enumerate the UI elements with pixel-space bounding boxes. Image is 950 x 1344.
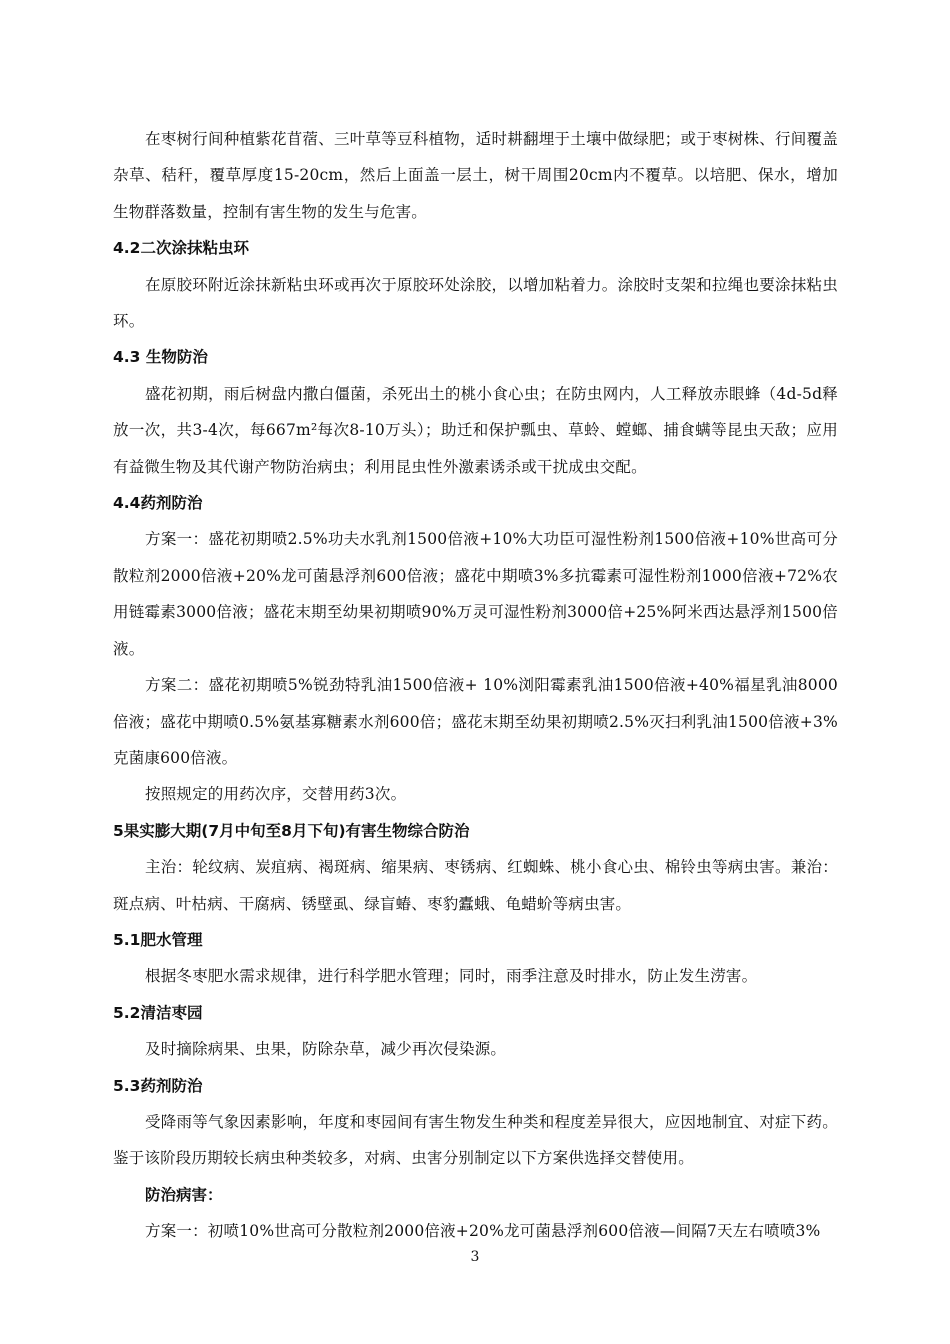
paragraph-green-manure: 在枣树行间种植紫花苜蓿、三叶草等豆科植物，适时耕翻埋于土壤中做绿肥；或于枣树株、行间覆盖杂草、秸秆，覆草厚度15-20cm，然后上面盖一层土，树干周围20cm内不覆草。以培肥、保水，增加生物群落数量，控制有害生物的发生与危害。 [113,130,838,221]
heading-5-1: 5.1肥水管理 [113,930,203,949]
paragraph-sticky-ring: 在原胶环附近涂抹新粘虫环或再次于原胶环处涂胶，以增加粘着力。涂胶时支架和拉绳也要涂抹粘虫环。 [113,275,838,331]
heading-4-2: 4.2二次涂抹粘虫环 [113,239,249,258]
paragraph-weather-factors: 受降雨等气象因素影响，年度和枣园间有害生物发生种类和程度差异很大，应因地制宜、对症下药。鉴于该阶段历期较长病虫种类较多，对病、虫害分别制定以下方案供选择交替使用。 [113,1112,838,1168]
heading-5: 5果实膨大期(7月中旬至8月下旬)有害生物综合防治 [113,821,470,840]
paragraph-clean-orchard: 及时摘除病果、虫果，防除杂草，减少再次侵染源。 [145,1040,507,1059]
heading-5-3: 5.3药剂防治 [113,1076,203,1095]
paragraph-biological-control: 盛花初期，雨后树盘内撒白僵菌，杀死出土的桃小食心虫；在防虫网内，人工释放赤眼蜂（4d-5d释放一次，共3-4次，每667m²每次8-10万头）；助迁和保护瓢虫、草蛉、螳螂、捕食螨等昆虫天敌；应用有益微生物及其代谢产物防治病虫；利用昆虫性外激素诱杀或干扰成虫交配。 [113,384,838,476]
document-body [113,121,838,1250]
paragraph-fertilizer-water: 根据冬枣肥水需求规律，进行科学肥水管理；同时，雨季注意及时排水，防止发生涝害。 [145,967,758,986]
paragraph-plan-two: 方案二：盛花初期喷5%锐劲特乳油1500倍液+ 10%浏阳霉素乳油1500倍液+40%福星乳油8000倍液；盛花中期喷0.5%氨基寡糖素水剂600倍；盛花末期至幼果初期喷2.5%灭扫利乳油1500倍液+3%克菌康600倍液。 [113,676,838,767]
heading-5-2: 5.2清洁枣园 [113,1003,203,1022]
heading-4-4: 4.4药剂防治 [113,494,203,513]
page-number: 3 [470,1249,480,1265]
paragraph-main-targets: 主治：轮纹病、炭疽病、褐斑病、缩果病、枣锈病、红蜘蛛、桃小食心虫、棉铃虫等病虫害。兼治：斑点病、叶枯病、干腐病、锈壁虱、绿盲蝽、枣豹蠹蛾、龟蜡蚧等病虫害。 [113,858,838,913]
subheading-disease-control: 防治病害： [145,1185,223,1204]
heading-4-3: 4.3 生物防治 [113,348,208,367]
paragraph-disease-plan-one: 方案一：初喷10%世高可分散粒剂2000倍液+20%龙可菌悬浮剂600倍液—间隔7天左右喷喷3% [145,1222,821,1241]
paragraph-plan-one: 方案一：盛花初期喷2.5%功夫水乳剂1500倍液+10%大功臣可湿性粉剂1500倍液+10%世高可分散粒剂2000倍液+20%龙可菌悬浮剂600倍液；盛花中期喷3%多抗霉素可湿性粉剂1000倍液+72%农用链霉素3000倍液；盛花末期至幼果初期喷90%万灵可湿性粉剂3000倍+25%阿米西达悬浮剂1500倍液。 [113,530,838,658]
paragraph-rotation: 按照规定的用药次序，交替用药3次。 [145,785,407,804]
